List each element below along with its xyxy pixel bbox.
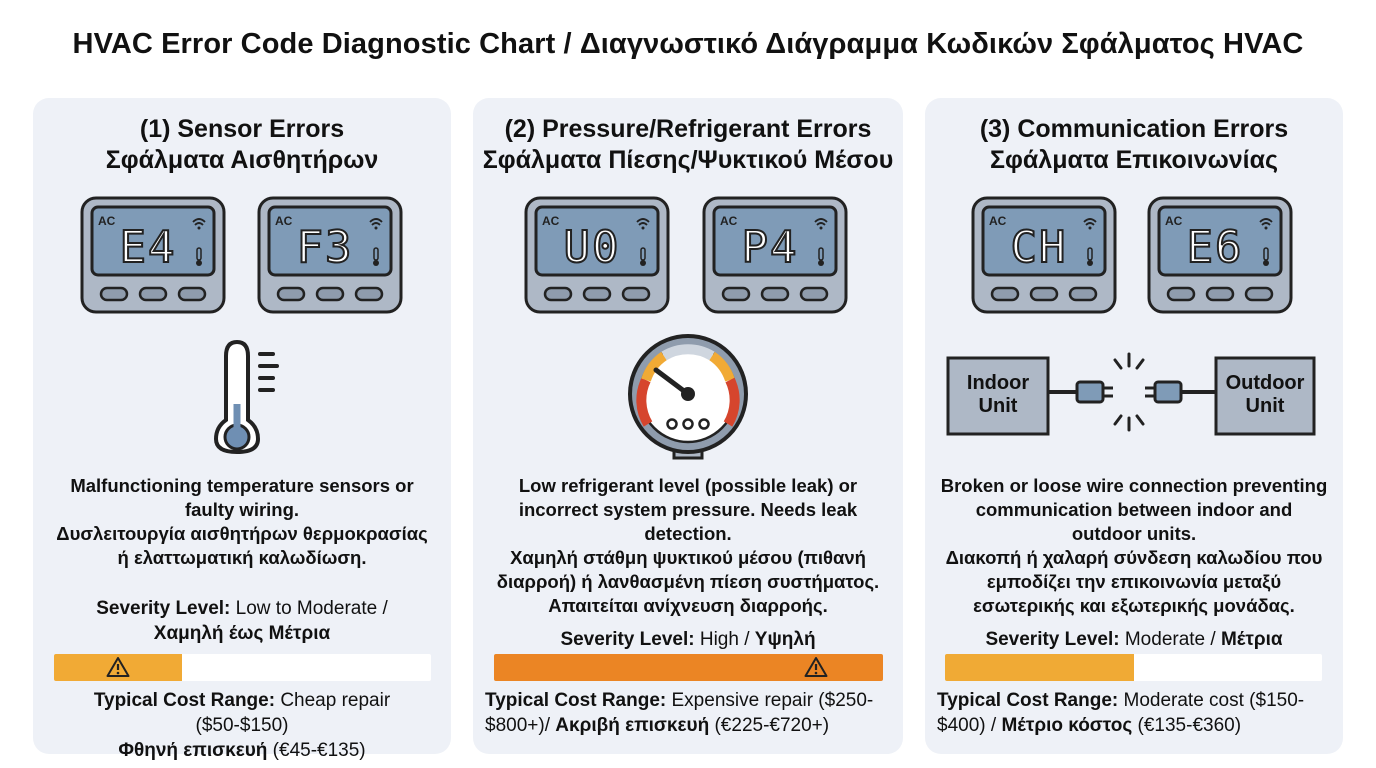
error-display-ch bbox=[971, 196, 1117, 314]
mini-thermometer-bulb bbox=[640, 260, 646, 266]
error-code: E6 bbox=[1186, 222, 1244, 273]
cost-label-gr: Ακριβή επισκευή bbox=[555, 715, 710, 736]
severity-level bbox=[479, 627, 897, 652]
desc-line: εσωτερικής και εξωτερικής μονάδας. bbox=[973, 595, 1295, 616]
ac-label: AC bbox=[989, 214, 1007, 228]
chart-title: HVAC Error Code Diagnostic Chart / Διαγνωστικό Διάγραμμα Κωδικών Σφάλματος HVAC bbox=[72, 28, 1304, 60]
cost-value-gr: (€45-€135) bbox=[267, 740, 366, 761]
cost-value-gr: (€225-€720+) bbox=[709, 715, 830, 736]
cost-value: Cheap repair ($50-$150) bbox=[195, 690, 391, 736]
indoor-label-line2: Unit bbox=[978, 395, 1018, 417]
display-button bbox=[801, 288, 827, 300]
mini-thermometer-bulb bbox=[1087, 260, 1093, 266]
communication-errors-panel bbox=[925, 98, 1343, 754]
severity-bar bbox=[945, 654, 1322, 681]
pressure-gauge-icon bbox=[626, 334, 750, 462]
cost-label: Typical Cost Range: bbox=[93, 690, 276, 711]
desc-line: Low refrigerant level (possible leak) or bbox=[518, 475, 858, 496]
outdoor-unit-label bbox=[1216, 372, 1314, 418]
cost-range bbox=[45, 688, 439, 763]
panel-title-en: (3) Communication Errors bbox=[979, 115, 1289, 143]
cost-label-gr: Φθηνή επισκευή bbox=[118, 740, 268, 761]
ac-display-device bbox=[524, 196, 670, 314]
desc-line: Διακοπή ή χαλαρή σύνδεση καλωδίου που bbox=[945, 547, 1323, 568]
cost-value: Moderate cost ($150- bbox=[1118, 690, 1305, 711]
ac-display-device bbox=[971, 196, 1117, 314]
error-code: U0 bbox=[563, 222, 621, 273]
desc-line: Δυσλειτουργία αισθητήρων θερμοκρασίας bbox=[56, 523, 428, 544]
cost-range bbox=[937, 688, 1331, 738]
error-display-e6 bbox=[1147, 196, 1293, 314]
ac-display-device bbox=[80, 196, 226, 314]
severity-value: Low to Moderate / bbox=[230, 598, 388, 619]
display-button bbox=[317, 288, 343, 300]
error-code: F3 bbox=[296, 222, 354, 273]
display-button bbox=[356, 288, 382, 300]
ac-label: AC bbox=[720, 214, 738, 228]
severity-value: High / bbox=[694, 629, 755, 650]
ac-label: AC bbox=[98, 214, 116, 228]
desc-line: Malfunctioning temperature sensors or bbox=[70, 475, 414, 496]
panel-title-gr: Σφάλματα Πίεσης/Ψυκτικού Μέσου bbox=[482, 146, 894, 174]
error-code: E4 bbox=[119, 222, 177, 273]
severity-value-gr: Υψηλή bbox=[754, 629, 816, 650]
ac-label: AC bbox=[542, 214, 560, 228]
wifi-icon-dot bbox=[1265, 227, 1268, 230]
desc-line: Χαμηλή στάθμη ψυκτικού μέσου (πιθανή bbox=[510, 547, 866, 568]
severity-value: Moderate / bbox=[1119, 629, 1221, 650]
outdoor-label-line2: Unit bbox=[1245, 395, 1285, 417]
panel-description bbox=[481, 474, 895, 618]
desc-line: Broken or loose wire connection preventing bbox=[940, 475, 1328, 496]
ac-display-device bbox=[257, 196, 403, 314]
ac-label: AC bbox=[1165, 214, 1183, 228]
thermometer-icon bbox=[203, 336, 293, 456]
cost-value-cont: $800+)/ bbox=[485, 715, 556, 736]
cost-value-gr: (€135-€360) bbox=[1132, 715, 1242, 736]
display-button bbox=[140, 288, 166, 300]
severity-label: Severity Level: bbox=[560, 629, 695, 650]
desc-line: detection. bbox=[644, 523, 732, 544]
error-display-e4 bbox=[80, 196, 226, 314]
error-display-f3 bbox=[257, 196, 403, 314]
panel-title-gr: Σφάλματα Αισθητήρων bbox=[105, 146, 379, 174]
display-button bbox=[992, 288, 1018, 300]
display-button bbox=[723, 288, 749, 300]
mini-thermometer-bulb bbox=[818, 260, 824, 266]
panel-title bbox=[473, 114, 903, 176]
pressure-refrigerant-errors-panel bbox=[473, 98, 903, 754]
severity-bar bbox=[494, 654, 883, 681]
warning-icon bbox=[804, 656, 828, 678]
display-button bbox=[179, 288, 205, 300]
severity-value-gr: Μέτρια bbox=[1220, 629, 1283, 650]
indoor-unit-label bbox=[948, 372, 1048, 418]
severity-bar bbox=[54, 654, 431, 681]
severity-bar-fill bbox=[945, 654, 1134, 681]
mini-thermometer-bulb bbox=[1263, 260, 1269, 266]
display-button bbox=[762, 288, 788, 300]
desc-line: communication between indoor and bbox=[975, 499, 1293, 520]
error-code: P4 bbox=[741, 222, 799, 273]
ac-display-device bbox=[702, 196, 848, 314]
cost-range bbox=[485, 688, 891, 738]
desc-line: Απαιτείται ανίχνευση διαρροής. bbox=[548, 595, 828, 616]
panel-title-gr: Σφάλματα Επικοινωνίας bbox=[990, 146, 1278, 174]
outdoor-label-line1: Outdoor bbox=[1225, 372, 1305, 394]
sensor-errors-panel bbox=[33, 98, 451, 761]
mini-thermometer-bulb bbox=[373, 260, 379, 266]
warning-icon bbox=[106, 656, 130, 678]
cost-label-gr: Μέτριο κόστος bbox=[1001, 715, 1133, 736]
display-button bbox=[101, 288, 127, 300]
severity-level bbox=[39, 596, 445, 646]
severity-value-gr: Χαμηλή έως Μέτρια bbox=[153, 623, 331, 644]
desc-line: faulty wiring. bbox=[184, 499, 300, 520]
panel-title-en: (1) Sensor Errors bbox=[139, 115, 345, 143]
desc-line: incorrect system pressure. Needs leak bbox=[518, 499, 858, 520]
mini-thermometer-bulb bbox=[196, 260, 202, 266]
panel-description bbox=[933, 474, 1335, 618]
desc-line: ή ελαττωματική καλωδίωση. bbox=[117, 547, 367, 568]
panel-title-en: (2) Pressure/Refrigerant Errors bbox=[504, 115, 872, 143]
display-button bbox=[1207, 288, 1233, 300]
indoor-label-line1: Indoor bbox=[966, 372, 1030, 394]
desc-line: διαρροή) ή λανθασμένη πίεση συστήματος. bbox=[496, 571, 880, 592]
display-button bbox=[1070, 288, 1096, 300]
display-button bbox=[1246, 288, 1272, 300]
ac-label: AC bbox=[275, 214, 293, 228]
error-display-p4 bbox=[702, 196, 848, 314]
ac-display-device bbox=[1147, 196, 1293, 314]
error-display-u0 bbox=[524, 196, 670, 314]
display-button bbox=[278, 288, 304, 300]
panel-title bbox=[33, 114, 451, 176]
wifi-icon-dot bbox=[1089, 227, 1092, 230]
wifi-icon-dot bbox=[820, 227, 823, 230]
desc-line: outdoor units. bbox=[1071, 523, 1197, 544]
cost-value: Expensive repair ($250- bbox=[666, 690, 874, 711]
desc-line: εμποδίζει την επικοινωνία μεταξύ bbox=[986, 571, 1282, 592]
cost-value-cont: $400) / bbox=[937, 715, 1002, 736]
cost-label: Typical Cost Range: bbox=[485, 690, 667, 711]
severity-label: Severity Level: bbox=[985, 629, 1120, 650]
wifi-icon-dot bbox=[642, 227, 645, 230]
severity-level bbox=[931, 627, 1337, 652]
display-button bbox=[1031, 288, 1057, 300]
cost-label: Typical Cost Range: bbox=[937, 690, 1119, 711]
display-button bbox=[1168, 288, 1194, 300]
panel-description bbox=[41, 474, 443, 570]
display-button bbox=[623, 288, 649, 300]
wifi-icon-dot bbox=[198, 227, 201, 230]
severity-label: Severity Level: bbox=[96, 598, 231, 619]
display-button bbox=[545, 288, 571, 300]
wifi-icon-dot bbox=[375, 227, 378, 230]
error-code: CH bbox=[1010, 222, 1068, 273]
panel-title bbox=[925, 114, 1343, 176]
display-button bbox=[584, 288, 610, 300]
